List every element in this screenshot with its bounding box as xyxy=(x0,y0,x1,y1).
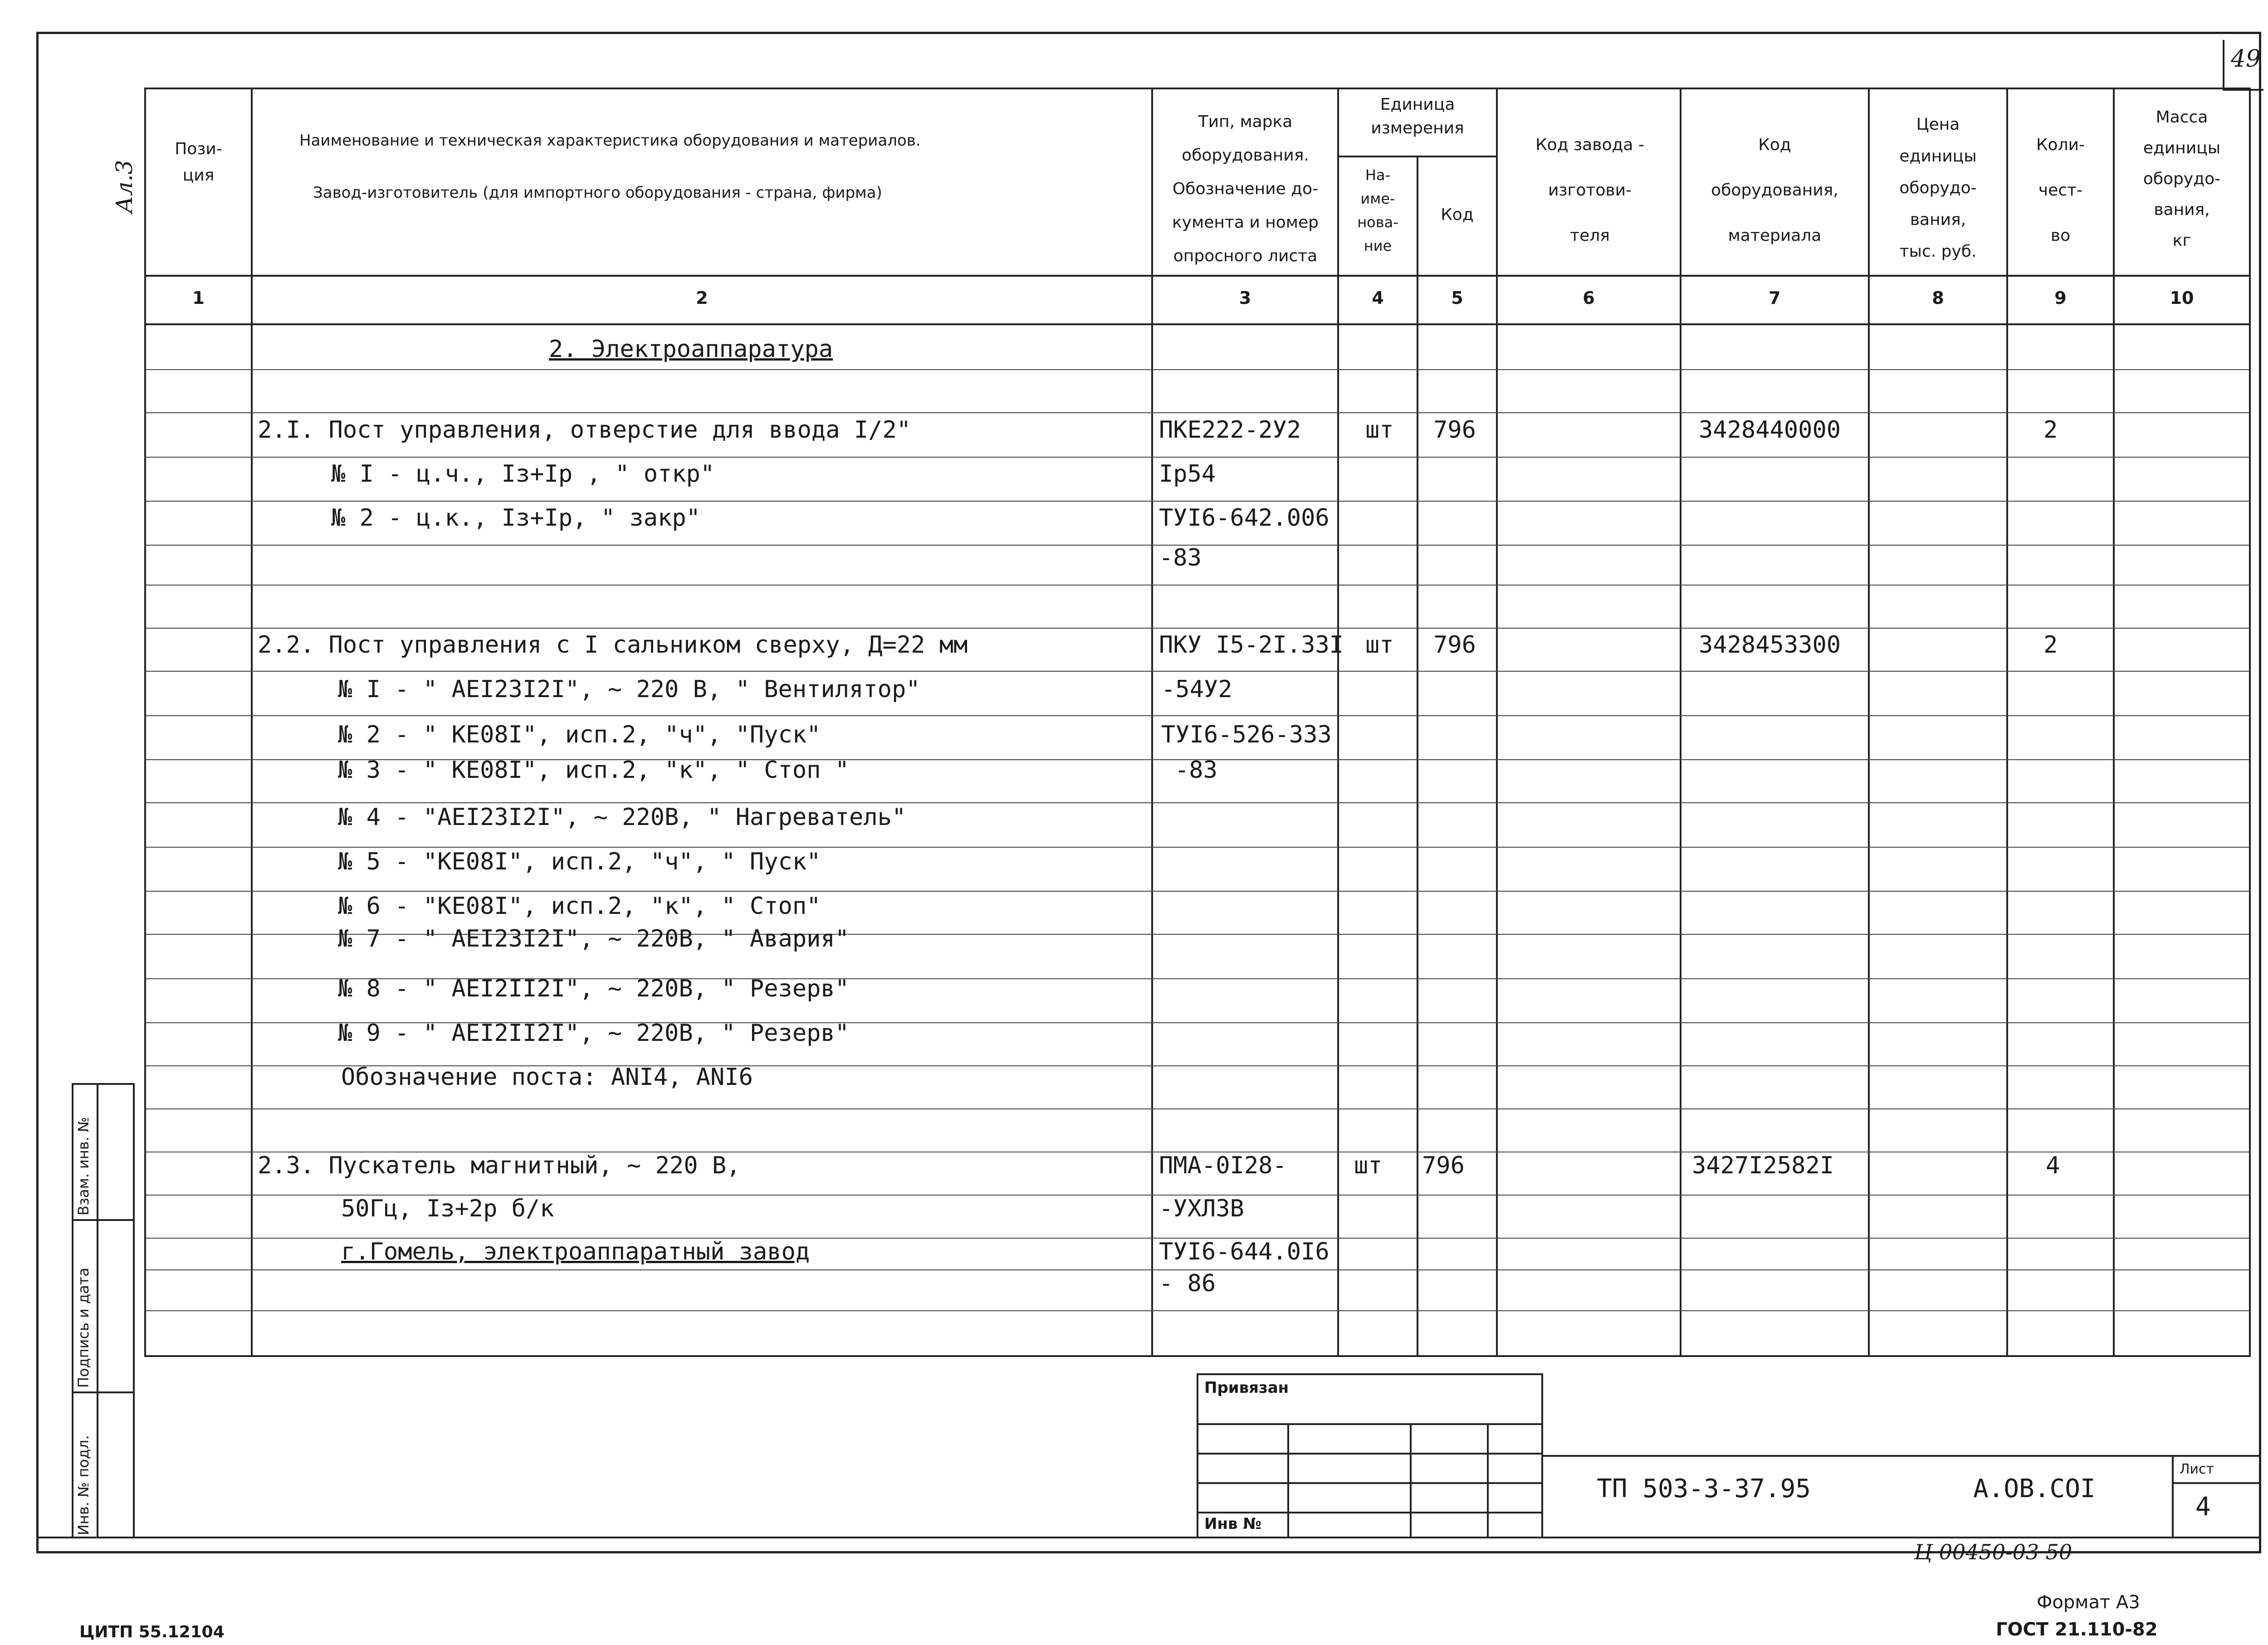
handwritten-number: Ц 00450-03 50 xyxy=(1914,1540,2072,1564)
stamp-document: А.ОВ.СОI xyxy=(1973,1474,2096,1503)
colnum-1: 1 xyxy=(192,288,205,308)
item-2-1-code: 796 xyxy=(1433,416,1476,444)
stamp-list-label: Лист xyxy=(2180,1461,2214,1477)
stamp-inv: Инв № xyxy=(1204,1515,1262,1533)
gost-label: ГОСТ 21.110-82 xyxy=(1996,1619,2158,1640)
item-2-1-type: ПКЕ222-2У2 xyxy=(1159,416,1301,444)
item-2-2-name: 2.2. Пост управления с I сальником сверху, Д=22 мм xyxy=(258,631,968,659)
item-2-3-sub-1-type: -УХЛ3В xyxy=(1159,1195,1244,1222)
item-2-1-sub-3-type: -83 xyxy=(1159,544,1202,571)
stamp-privyazan: Привязан xyxy=(1204,1379,1289,1397)
header-position: Пози- ция xyxy=(175,140,222,185)
header-factory-code: Код завода - изготови- теля xyxy=(1535,136,1644,245)
side-label-podpis: Подпись и дата xyxy=(75,1267,92,1388)
item-2-1-sub-2-type: ТУI6-642.006 xyxy=(1159,504,1330,532)
item-2-3-qty: 4 xyxy=(2046,1152,2060,1179)
colnum-6: 6 xyxy=(1583,288,1595,308)
item-2-2-sub-3: № 3 - " КЕ08I", исп.2, "к", " Стоп " xyxy=(338,757,850,784)
item-2-2-sub-2: № 2 - " КЕ08I", исп.2, "ч", "Пуск" xyxy=(338,721,821,748)
header-unit-price: Цена единицы оборудо- вания, тыс. руб. xyxy=(1899,115,1977,261)
item-2-3-sub-3-type: - 86 xyxy=(1159,1270,1216,1297)
item-2-2-sub-8: № 8 - " АЕI2II2I", ~ 220В, " Резерв" xyxy=(338,975,850,1002)
format-label: Формат А3 xyxy=(2037,1592,2140,1613)
item-2-1-unit: шт xyxy=(1365,416,1394,444)
item-2-2-sub-1: № I - " АЕI23I2I", ~ 220 В, " Вентилятор" xyxy=(338,676,920,703)
item-2-1-eqcode: 3428440000 xyxy=(1699,416,1841,444)
item-2-2-code: 796 xyxy=(1433,631,1476,659)
corner-mark: Ал.3 xyxy=(111,160,137,213)
colnum-8: 8 xyxy=(1932,288,1944,308)
side-label-vzam: Взам. инв. № xyxy=(75,1117,92,1215)
item-2-2-sub-1-type: -54У2 xyxy=(1161,676,1232,703)
item-2-3-name: 2.3. Пускатель магнитный, ~ 220 В, xyxy=(258,1152,741,1179)
item-2-1-sub-1-type: Iр54 xyxy=(1159,460,1216,488)
item-2-2-sub-6: № 6 - "КЕ08I", исп.2, "к", " Стоп" xyxy=(338,893,821,920)
sheet-number: 49 xyxy=(2231,45,2261,73)
item-2-2-sub-9: № 9 - " АЕI2II2I", ~ 220В, " Резерв" xyxy=(338,1020,850,1047)
item-2-2-type: ПКУ I5-2I.33I xyxy=(1159,631,1344,659)
colnum-4: 4 xyxy=(1372,288,1384,308)
item-2-3-code: 796 xyxy=(1422,1152,1465,1179)
title-stamp-lines xyxy=(36,1356,2261,1538)
colnum-9: 9 xyxy=(2054,288,2067,308)
item-2-3-sub-2-type: ТУI6-644.0I6 xyxy=(1159,1238,1330,1265)
item-2-1-sub-1: № I - ц.ч., Iз+Iр , " откр" xyxy=(331,460,715,488)
header-unit-group: Единица измерения xyxy=(1371,95,1464,137)
item-2-2-eqcode: 3428453300 xyxy=(1699,631,1841,659)
header-unit-name: На- име- нова- ние xyxy=(1357,166,1398,254)
colnum-2: 2 xyxy=(696,288,708,308)
item-2-3-eqcode: 3427I2582I xyxy=(1692,1152,1834,1179)
item-2-3-type: ПМА-0I28- xyxy=(1159,1152,1287,1179)
colnum-7: 7 xyxy=(1769,288,1781,308)
header-quantity: Коли- чест- во xyxy=(2036,136,2085,245)
colnum-5: 5 xyxy=(1451,288,1463,308)
item-2-2-sub-5: № 5 - "КЕ08I", исп.2, "ч", " Пуск" xyxy=(338,848,821,875)
item-2-1-sub-2: № 2 - ц.к., Iз+Iр, " закр" xyxy=(331,504,700,532)
header-unit-code: Код xyxy=(1441,205,1474,224)
item-2-2-sub-3-type: -83 xyxy=(1175,757,1217,784)
item-2-3-unit: шт xyxy=(1354,1152,1383,1179)
header-type: Тип, марка оборудования. Обозначение до- кумента и номер опросного листа xyxy=(1172,112,1319,265)
item-2-2-designation: Обозначение поста: АNI4, АNI6 xyxy=(341,1064,753,1091)
header-name-line2: Завод-изготовитель (для импортного оборудования - страна, фирма) xyxy=(313,184,882,202)
item-2-3-sub-1: 50Гц, Iз+2р б/к xyxy=(341,1195,554,1222)
item-2-3-sub-2: г.Гомель, электроаппаратный завод xyxy=(341,1238,810,1265)
colnum-10: 10 xyxy=(2170,288,2194,308)
item-2-2-sub-7: № 7 - " АЕI23I2I", ~ 220В, " Авария" xyxy=(338,925,850,952)
item-2-2-sub-2-type: ТУI6-526-333 xyxy=(1161,721,1332,748)
stamp-list-number: 4 xyxy=(2195,1492,2211,1522)
item-2-2-sub-4: № 4 - "АЕI23I2I", ~ 220В, " Нагреватель" xyxy=(338,804,906,831)
section-title: 2. Электроаппаратура xyxy=(549,336,833,363)
header-mass: Масса единицы оборудо- вания, кг xyxy=(2143,108,2221,250)
left-footer-code: ЦИТП 55.12104 xyxy=(79,1623,225,1641)
stamp-project: ТП 503-3-37.95 xyxy=(1597,1474,1811,1503)
item-2-2-qty: 2 xyxy=(2043,631,2058,659)
header-name-line1: Наименование и техническая характеристика оборудования и материалов. xyxy=(299,132,921,150)
header-equipment-code: Код оборудования, материала xyxy=(1711,136,1838,245)
item-2-2-unit: шт xyxy=(1365,631,1394,659)
item-2-1-name: 2.I. Пост управления, отверстие для ввода I/2" xyxy=(258,416,911,444)
item-2-1-qty: 2 xyxy=(2043,416,2058,444)
side-label-inv-podl: Инв. № подл. xyxy=(75,1435,92,1535)
colnum-3: 3 xyxy=(1239,288,1251,308)
